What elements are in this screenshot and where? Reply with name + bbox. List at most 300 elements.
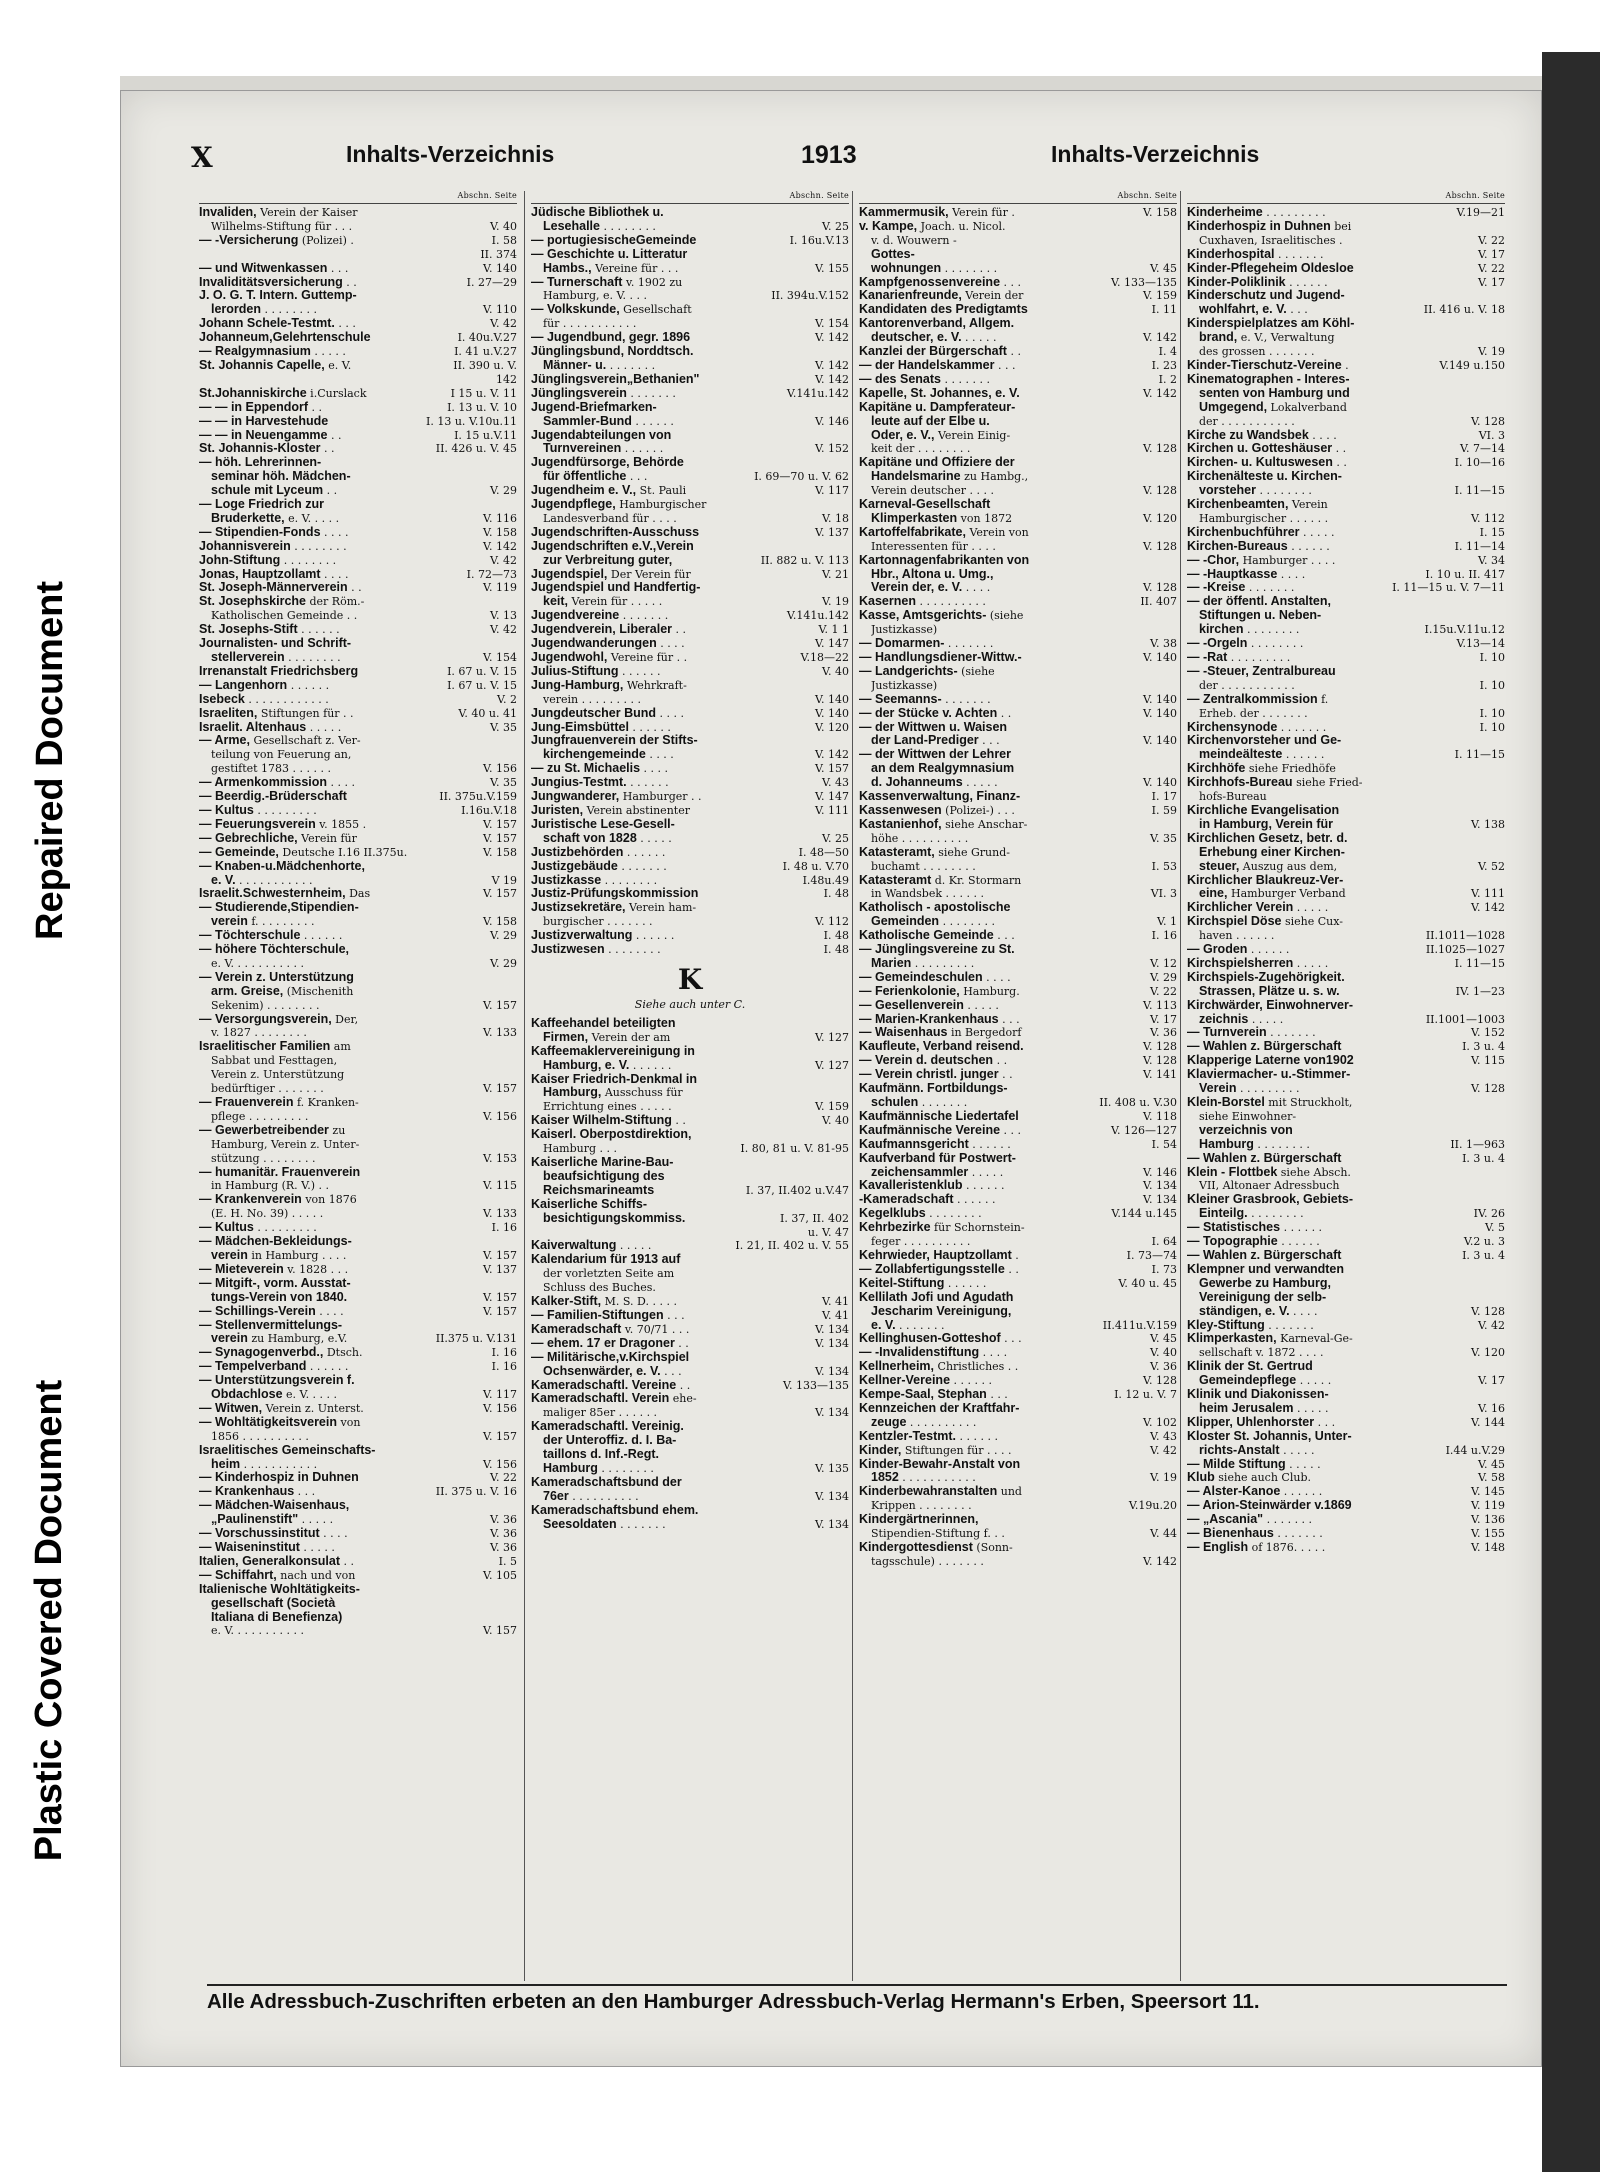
- index-entry: [859, 971, 1177, 985]
- index-entry: [531, 943, 849, 957]
- index-entry: [859, 1458, 1177, 1472]
- entry-name: — Zentralkommission f.: [1187, 692, 1329, 706]
- index-entry: [531, 331, 849, 345]
- entry-name: Kirchhofs-Bureau siehe Fried-: [1187, 776, 1363, 790]
- entry-reference: [845, 1351, 849, 1365]
- index-entry: [531, 1100, 849, 1114]
- index-entry: [1187, 470, 1505, 484]
- index-entry: [859, 1360, 1177, 1374]
- index-entry: [859, 1249, 1177, 1263]
- index-entry: [199, 442, 517, 456]
- entry-name: Jünglingsverein . . . . . . .: [531, 386, 676, 400]
- index-entry: [531, 1420, 849, 1434]
- index-entry: [1187, 512, 1505, 526]
- index-entry: [1187, 623, 1505, 637]
- entry-name: Jugendvereine . . . . . . .: [531, 609, 669, 623]
- entry-name: — Gemeinde, Deutsche I.16 II.375u.: [199, 845, 408, 859]
- entry-reference: [513, 1193, 517, 1207]
- entry-reference: [845, 1392, 849, 1406]
- entry-reference: [1173, 1305, 1177, 1319]
- entry-reference: [1501, 595, 1505, 609]
- index-entry: [199, 1193, 517, 1207]
- index-entry: [199, 456, 517, 470]
- index-entry: [199, 387, 517, 401]
- entry-reference: I. 3 u. 4: [1462, 1248, 1505, 1262]
- entry-reference: V. 145: [1470, 1485, 1505, 1499]
- entry-name: — und Witwenkassen . . .: [199, 261, 349, 275]
- entry-name: seminar höh. Mädchen-: [211, 470, 351, 484]
- entry-name: Kirchensynode . . . . . . .: [1187, 720, 1327, 734]
- entry-name: Gewerbe zu Hamburg,: [1199, 1276, 1331, 1290]
- entry-name: — der Wittwen u. Waisen: [859, 720, 1008, 734]
- entry-name: Italienische Wohltätigkeits-: [199, 1582, 360, 1596]
- entry-reference: [1501, 734, 1505, 748]
- index-entry: [199, 1152, 517, 1166]
- entry-reference: V. 154: [482, 651, 517, 664]
- index-entry: [1187, 1319, 1505, 1333]
- index-entry: [199, 1319, 517, 1333]
- index-entry: [531, 1073, 849, 1087]
- entry-name: Kaufverband für Postwert-: [859, 1151, 1016, 1165]
- index-entry: [859, 762, 1177, 776]
- entry-name: 76er . . . . . . . . . .: [543, 1489, 639, 1503]
- entry-reference: V. 18: [821, 511, 849, 525]
- index-entry: [199, 734, 517, 748]
- entry-name: Kentzler-Testmt. . . . . . .: [859, 1429, 998, 1443]
- index-entry: [1187, 1096, 1505, 1110]
- index-entry: [1187, 1402, 1505, 1416]
- index-entry: [199, 999, 517, 1013]
- entry-name: Kinderheime . . . . . . . . .: [1187, 206, 1326, 219]
- entry-name: Bruderkette, e. V. . . . .: [211, 511, 340, 525]
- index-entry: [531, 1045, 849, 1059]
- index-entry: [199, 1360, 517, 1374]
- entry-reference: V. 1: [1156, 915, 1177, 929]
- entry-name: Israelit.Schwesternheim, Das: [199, 887, 371, 901]
- entry-reference: [845, 345, 849, 359]
- entry-reference: I. 21, II. 402 u. V. 55: [735, 1239, 849, 1253]
- index-entry: [1187, 456, 1505, 470]
- entry-reference: [1501, 331, 1505, 345]
- entry-reference: V. 157: [482, 1290, 517, 1304]
- entry-name: Kirchspielsherren . . . . .: [1187, 956, 1329, 970]
- entry-reference: 142: [496, 372, 517, 386]
- entry-name: Kanzlei der Bürgerschaft . .: [859, 345, 1021, 359]
- entry-reference: [845, 303, 849, 317]
- entry-reference: V.141u.142: [786, 386, 849, 400]
- entry-reference: I. 11—15: [1454, 956, 1505, 970]
- index-entry: [859, 651, 1177, 665]
- entry-reference: I. 40u.V.27: [457, 331, 517, 345]
- entry-name: — höhere Töchterschule,: [199, 943, 350, 957]
- entry-name: Hamburg, Ausschuss für: [543, 1086, 683, 1100]
- entry-reference: I. 16: [491, 1346, 517, 1360]
- entry-reference: V. 117: [814, 484, 849, 498]
- entry-reference: [1173, 554, 1177, 568]
- entry-reference: V. 134: [814, 1322, 849, 1336]
- entry-reference: I. 27—29: [466, 275, 517, 289]
- index-entry: [1187, 985, 1505, 999]
- entry-reference: V. 142: [1142, 1554, 1177, 1568]
- index-entry: [1187, 1416, 1505, 1430]
- entry-reference: [1501, 1332, 1505, 1346]
- index-entry: [199, 679, 517, 693]
- index-entry: [1187, 1430, 1505, 1444]
- entry-reference: II.411u.V.159: [1102, 1318, 1177, 1332]
- entry-name: vorsteher . . . . . . . .: [1199, 484, 1312, 498]
- entry-name: Justizkasse): [871, 623, 938, 637]
- index-entry: [531, 359, 849, 373]
- entry-reference: [1501, 289, 1505, 303]
- entry-name: — Groden . . . . . .: [1187, 943, 1290, 957]
- entry-name: in Hamburg (R. V.) . .: [211, 1179, 329, 1193]
- entry-name: — Unterstützungsverein f.: [199, 1374, 355, 1388]
- entry-reference: V. 36: [1149, 1360, 1177, 1374]
- index-entry: [199, 1346, 517, 1360]
- index-entry: [199, 1054, 517, 1068]
- index-entry: [1187, 957, 1505, 971]
- repaired-document-label: Repaired Document: [28, 580, 71, 940]
- entry-reference: V. 158: [482, 915, 517, 929]
- entry-name: zeichnis . . . . .: [1199, 1012, 1284, 1026]
- index-entry: [199, 429, 517, 443]
- index-entry: [1187, 790, 1505, 804]
- column-header: Abschn. Seite: [199, 191, 517, 204]
- index-entry: [531, 1476, 849, 1490]
- entry-reference: V. 117: [482, 1388, 517, 1402]
- entry-reference: [1173, 748, 1177, 762]
- index-entry: [531, 1281, 849, 1295]
- index-entry: [199, 331, 517, 345]
- column-header: Abschn. Seite: [1187, 191, 1505, 204]
- index-entry: [859, 1332, 1177, 1346]
- entry-reference: [1501, 804, 1505, 818]
- entry-name: Kinematographen - Interes-: [1187, 372, 1350, 386]
- index-entry: [531, 609, 849, 623]
- entry-reference: VI. 3: [1478, 428, 1505, 442]
- entry-reference: II. 416 u. V. 18: [1423, 303, 1505, 317]
- entry-reference: V. 157: [482, 998, 517, 1012]
- entry-reference: [1501, 874, 1505, 888]
- entry-reference: [845, 1045, 849, 1059]
- entry-reference: II. 375u.V.159: [439, 790, 517, 804]
- index-entry: [859, 1471, 1177, 1485]
- entry-name: Kehrbezirke für Schornstein-: [859, 1221, 1025, 1235]
- index-entry: [531, 581, 849, 595]
- index-entry: [199, 1499, 517, 1513]
- index-entry: [531, 206, 849, 220]
- entry-name: Gottes-: [871, 247, 915, 261]
- entry-name: Kaiserl. Oberpostdirektion,: [531, 1128, 692, 1142]
- index-entry: [199, 248, 517, 262]
- index-entry: [531, 915, 849, 929]
- entry-reference: V. 157: [482, 1248, 517, 1262]
- entry-reference: V.141u.142: [786, 609, 849, 623]
- entry-reference: V. 147: [814, 637, 849, 651]
- entry-reference: V. 105: [482, 1568, 517, 1582]
- index-entry: [531, 540, 849, 554]
- entry-reference: [1501, 1179, 1505, 1193]
- entry-reference: V. 118: [1142, 1109, 1177, 1123]
- entry-reference: V. 21: [821, 567, 849, 581]
- entry-reference: [1501, 790, 1505, 804]
- entry-name: Julius-Stiftung . . . . . .: [531, 664, 661, 678]
- index-entry: [859, 512, 1177, 526]
- entry-reference: I. 10: [1479, 720, 1505, 734]
- entry-name: keit der . . . . . . . .: [871, 442, 971, 456]
- entry-reference: [845, 1156, 849, 1170]
- index-entry: [531, 568, 849, 582]
- entry-name: Kehrwieder, Hauptzollamt .: [859, 1248, 1019, 1262]
- entry-name: e. V. . . . . . . . . . .: [211, 1624, 304, 1638]
- entry-name: Kaffeehandel beteiligten: [531, 1016, 676, 1030]
- document-page: [120, 90, 1542, 2067]
- index-entry: [199, 206, 517, 220]
- section-note: Siehe auch unter C.: [634, 997, 746, 1011]
- entry-name: Kassenwesen (Polizei-) . . .: [859, 803, 1015, 817]
- entry-name: Justizkasse): [871, 678, 938, 692]
- entry-reference: V. 158: [482, 525, 517, 539]
- entry-reference: I. 16u.V.13: [789, 233, 849, 247]
- index-entry: [531, 345, 849, 359]
- entry-name: — Kinderhospiz in Duhnen: [199, 1471, 359, 1485]
- entry-name: — Vorschussinstitut . . . .: [199, 1527, 348, 1541]
- entry-name: Kameradschaftsbund ehem.: [531, 1503, 699, 1517]
- entry-reference: V. 156: [482, 1109, 517, 1123]
- entry-name: St.Johanniskirche i.Curslack: [199, 386, 367, 400]
- entry-reference: I. 73: [1151, 1262, 1177, 1276]
- entry-reference: II.1011—1028: [1425, 929, 1505, 943]
- entry-reference: V. 102: [1142, 1415, 1177, 1429]
- entry-reference: [845, 429, 849, 443]
- entry-name: Kameradschaftl. Verein ehe-: [531, 1392, 697, 1406]
- entry-reference: V. 43: [821, 776, 849, 790]
- index-entry: [1187, 1277, 1505, 1291]
- entry-name: — Töchterschule . . . . . .: [199, 929, 343, 943]
- entry-reference: [1173, 401, 1177, 415]
- entry-reference: [845, 1073, 849, 1087]
- entry-reference: V. 19: [1477, 345, 1505, 359]
- entry-reference: V. 17: [1477, 275, 1505, 289]
- entry-name: v. Kampe, Joach. u. Nicol.: [859, 219, 1006, 233]
- index-entry: [199, 1624, 517, 1638]
- entry-reference: V. 156: [482, 1401, 517, 1415]
- entry-name: — des Senats . . . . . . .: [859, 372, 990, 386]
- entry-name: Verein . . . . . . . . .: [1199, 1082, 1300, 1096]
- index-entry: [1187, 345, 1505, 359]
- index-entry: [199, 1444, 517, 1458]
- index-entry: [199, 359, 517, 373]
- entry-reference: V. 19: [821, 595, 849, 609]
- entry-reference: [513, 1444, 517, 1458]
- entry-name: — Familien-Stiftungen . . .: [531, 1308, 685, 1322]
- entry-name: Kinderhospiz in Duhnen bei: [1187, 219, 1352, 233]
- entry-name: taillons d. Inf.-Regt.: [543, 1448, 659, 1462]
- entry-reference: V. 41: [821, 1295, 849, 1309]
- entry-reference: [513, 1096, 517, 1110]
- entry-reference: [513, 1166, 517, 1180]
- entry-reference: V. 17: [1477, 247, 1505, 261]
- index-entry: [531, 317, 849, 331]
- entry-name: Kirchlichen Gesetz, betr. d.: [1187, 831, 1348, 845]
- entry-reference: I. 11—15 u. V. 7—11: [1392, 581, 1505, 595]
- entry-reference: V. 115: [1470, 1054, 1505, 1068]
- entry-reference: [1501, 776, 1505, 790]
- entry-name: St. Josephskirche der Röm.-: [199, 595, 365, 609]
- index-entry: [859, 1263, 1177, 1277]
- index-entry: [531, 1239, 849, 1253]
- entry-reference: V. 40 u. 41: [458, 706, 517, 720]
- entry-name: — Realgymnasium . . . . .: [199, 345, 346, 359]
- index-entry: [859, 1193, 1177, 1207]
- index-entry: [1187, 262, 1505, 276]
- entry-reference: [1501, 1388, 1505, 1402]
- entry-name: deutscher, e. V. . . . . .: [871, 331, 997, 345]
- entry-name: — Stellenvermittelungs-: [199, 1318, 343, 1332]
- index-entry: [1187, 804, 1505, 818]
- index-entry: [199, 693, 517, 707]
- entry-reference: [845, 401, 849, 415]
- entry-reference: V. 152: [814, 442, 849, 456]
- index-entry: [1187, 846, 1505, 860]
- entry-reference: II. 374: [480, 247, 517, 261]
- entry-reference: I. 73—74: [1126, 1248, 1177, 1262]
- header-title-left: Inhalts-Verzeichnis: [346, 141, 555, 167]
- entry-name: Jugendpflege, Hamburgischer: [531, 498, 707, 512]
- entry-reference: V. 17: [1477, 1374, 1505, 1388]
- entry-name: Ochsenwärder, e. V. . . .: [543, 1364, 682, 1378]
- index-entry: [199, 985, 517, 999]
- entry-name: zeichensammler . . . . .: [871, 1165, 1004, 1179]
- entry-name: Kapitäne u. Dampferateur-: [859, 400, 1016, 414]
- entry-reference: [1501, 609, 1505, 623]
- entry-reference: [1501, 317, 1505, 331]
- entry-name: Katholische Gemeinde . . .: [859, 929, 1015, 943]
- entry-name: Strassen, Plätze u. s. w.: [1199, 984, 1340, 998]
- index-entry: [199, 1277, 517, 1291]
- index-entry: [859, 1402, 1177, 1416]
- index-entry: [531, 1351, 849, 1365]
- entry-name: — Tempelverband . . . . . .: [199, 1360, 349, 1374]
- entry-reference: [1173, 1485, 1177, 1499]
- entry-name: — Gewerbetreibender zu: [199, 1123, 346, 1137]
- index-entry: [859, 860, 1177, 874]
- entry-name: leute auf der Elbe u.: [871, 414, 990, 428]
- entry-name: Kartoffelfabrikate, Verein von: [859, 525, 1029, 539]
- entry-reference: [1501, 470, 1505, 484]
- index-entry: [859, 1207, 1177, 1221]
- entry-reference: [1501, 1193, 1505, 1207]
- index-entry: [859, 1291, 1177, 1305]
- binding-edge: [1542, 52, 1600, 2172]
- entry-name: Klempner und verwandten: [1187, 1262, 1344, 1276]
- entry-reference: V. 120: [814, 720, 849, 734]
- entry-reference: V. 5: [1484, 1221, 1505, 1235]
- index-entry: [199, 1138, 517, 1152]
- entry-name: — Militärische,v.Kirchspiel: [531, 1350, 690, 1364]
- index-entry: [531, 1504, 849, 1518]
- entry-name: Italiana di Benefienza): [211, 1610, 343, 1624]
- index-entry: [531, 776, 849, 790]
- entry-name: — Arme, Gesellschaft z. Ver-: [199, 734, 361, 748]
- index-entry: [199, 1374, 517, 1388]
- entry-name: schaft von 1828 . . . . .: [543, 831, 672, 845]
- entry-reference: [1173, 248, 1177, 262]
- index-entry: [531, 1392, 849, 1406]
- entry-name: Kellinghusen-Gotteshof . . .: [859, 1332, 1022, 1346]
- index-entry: [531, 762, 849, 776]
- index-entry: [859, 776, 1177, 790]
- entry-reference: [1173, 568, 1177, 582]
- entry-name: Sabbat und Festtagen,: [211, 1054, 338, 1068]
- index-entry: [1187, 1193, 1505, 1207]
- entry-reference: II. 375 u. V. 16: [435, 1485, 517, 1499]
- index-entry: [531, 220, 849, 234]
- index-entry: [859, 526, 1177, 540]
- entry-name: — Gebrechliche, Verein für: [199, 831, 357, 845]
- index-entry: [859, 1166, 1177, 1180]
- index-entry: [199, 581, 517, 595]
- index-entry: [859, 429, 1177, 443]
- entry-reference: [513, 901, 517, 915]
- entry-name: — -Hauptkasse . . . .: [1187, 567, 1306, 581]
- index-entry: [859, 818, 1177, 832]
- entry-reference: V.144 u.145: [1111, 1207, 1177, 1221]
- entry-reference: [513, 595, 517, 609]
- entry-reference: [845, 1420, 849, 1434]
- entry-name: an dem Realgymnasium: [871, 762, 1015, 776]
- index-entry: [859, 262, 1177, 276]
- index-entry: [859, 915, 1177, 929]
- entry-reference: I. 5: [498, 1554, 517, 1568]
- entry-name: sellschaft v. 1872 . . . .: [1199, 1346, 1324, 1360]
- entry-reference: I. 59: [1151, 803, 1177, 817]
- entry-reference: [513, 1277, 517, 1291]
- index-entry: [199, 1332, 517, 1346]
- entry-name: brand, e. V., Verwaltung: [1199, 331, 1335, 345]
- entry-name: — -Kreise . . . . . . .: [1187, 581, 1295, 595]
- index-entry: [1187, 234, 1505, 248]
- index-entry: [199, 345, 517, 359]
- entry-reference: V. 126—127: [1110, 1123, 1177, 1137]
- index-entry: [1187, 860, 1505, 874]
- entry-name: Jugendschriften e.V.,Verein: [531, 539, 694, 553]
- index-entry: [1187, 929, 1505, 943]
- index-entry: [199, 929, 517, 943]
- entry-reference: V. 142: [482, 539, 517, 553]
- entry-name: Kirchspiels-Zugehörigkeit.: [1187, 970, 1345, 984]
- index-entry: [1187, 484, 1505, 498]
- entry-reference: V. 19: [1149, 1471, 1177, 1485]
- entry-name: für öffentliche . . .: [543, 470, 648, 484]
- index-entry: [531, 1434, 849, 1448]
- index-entry: [199, 874, 517, 888]
- entry-name: Kaffeemaklervereinigung in: [531, 1044, 695, 1058]
- index-entry: [859, 1179, 1177, 1193]
- entry-name: Klimperkasten von 1872: [871, 511, 1013, 525]
- entry-name: Kinder-Poliklinik . . . . . .: [1187, 275, 1328, 289]
- entry-reference: V. 142: [814, 358, 849, 372]
- entry-reference: V.18—22: [800, 651, 849, 664]
- index-entry: [531, 526, 849, 540]
- entry-name: — -Invalidenstiftung . . . .: [859, 1346, 1008, 1360]
- index-entry: [199, 1096, 517, 1110]
- entry-name: Jung-Hamburg, Wehrkraft-: [531, 678, 687, 692]
- entry-name: Hamburg . . .: [543, 1142, 617, 1156]
- entry-reference: V. 142: [1142, 331, 1177, 345]
- index-entry: [859, 568, 1177, 582]
- index-entry: [859, 609, 1177, 623]
